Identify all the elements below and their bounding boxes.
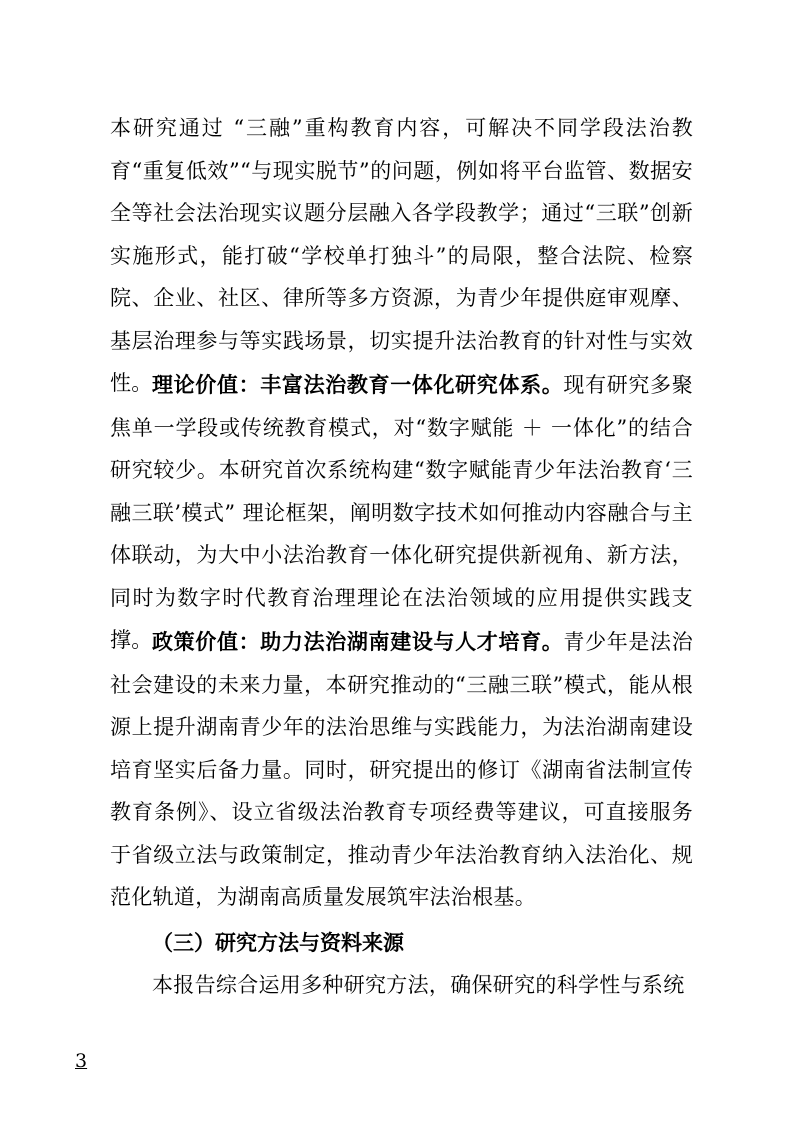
paragraph-text: 本报告综合运用多种研究方法，确保研究的科学性与系统 [152, 973, 685, 997]
paragraph-lead: 理论价值：丰富法治教育一体化研究体系。 [152, 372, 564, 397]
paragraph-lead: 政策价值：助力法治湖南建设与人才培育。 [152, 629, 564, 654]
paragraph-practical-value [110, 107, 693, 405]
paragraph-text: 本研究通过 “三融”重构教育内容，可解决不同学段法治教育“重复低效”“与现实脱节”的问题，例如将平台监管、数据安全等社会法治现实议题分层融入各学段教学；通过“三联”创新实施形式，能打破“学校单打独斗”的局限，整合法院、检察院、企业、社区、律所等多方资源，为青少年提供庭审观摩、基层治理参与等实践场景，切实提升法治教育的针对性与实效性。 [110, 116, 693, 395]
paragraph-methods-intro [110, 964, 693, 1007]
section-heading: （三）研究方法与资料来源 [152, 930, 404, 955]
paragraph-theoretical-value [110, 364, 693, 662]
paragraph-text: 现有研究多聚焦单一学段或传统教育模式，对“数字赋能 ＋ 一体化”的结合研究较少。本研究首次系统构建“数字赋能青少年法治教育‘三融三联’模式” 理论框架，阐明数字技术如何推动内容融合与主体联动，为大中小法治教育一体化研究提供新视角、新方法，同时为数字时代教育治理理论在法治领域的应用提供实践支撑。 [110, 373, 693, 652]
paragraph-policy-value [110, 621, 693, 919]
page-number: 3 [75, 1050, 88, 1072]
paragraph-text: 青少年是法治社会建设的未来力量，本研究推动的“三融三联”模式，能从根源上提升湖南青少年的法治思维与实践能力，为法治湖南建设培育坚实后备力量。同时，研究提出的修订《湖南省法制宣传教育条例》、设立省级法治教育专项经费等建议，可直接服务于省级立法与政策制定，推动青少年法治教育纳入法治化、规范化轨道，为湖南高质量发展筑牢法治根基。 [110, 630, 693, 909]
